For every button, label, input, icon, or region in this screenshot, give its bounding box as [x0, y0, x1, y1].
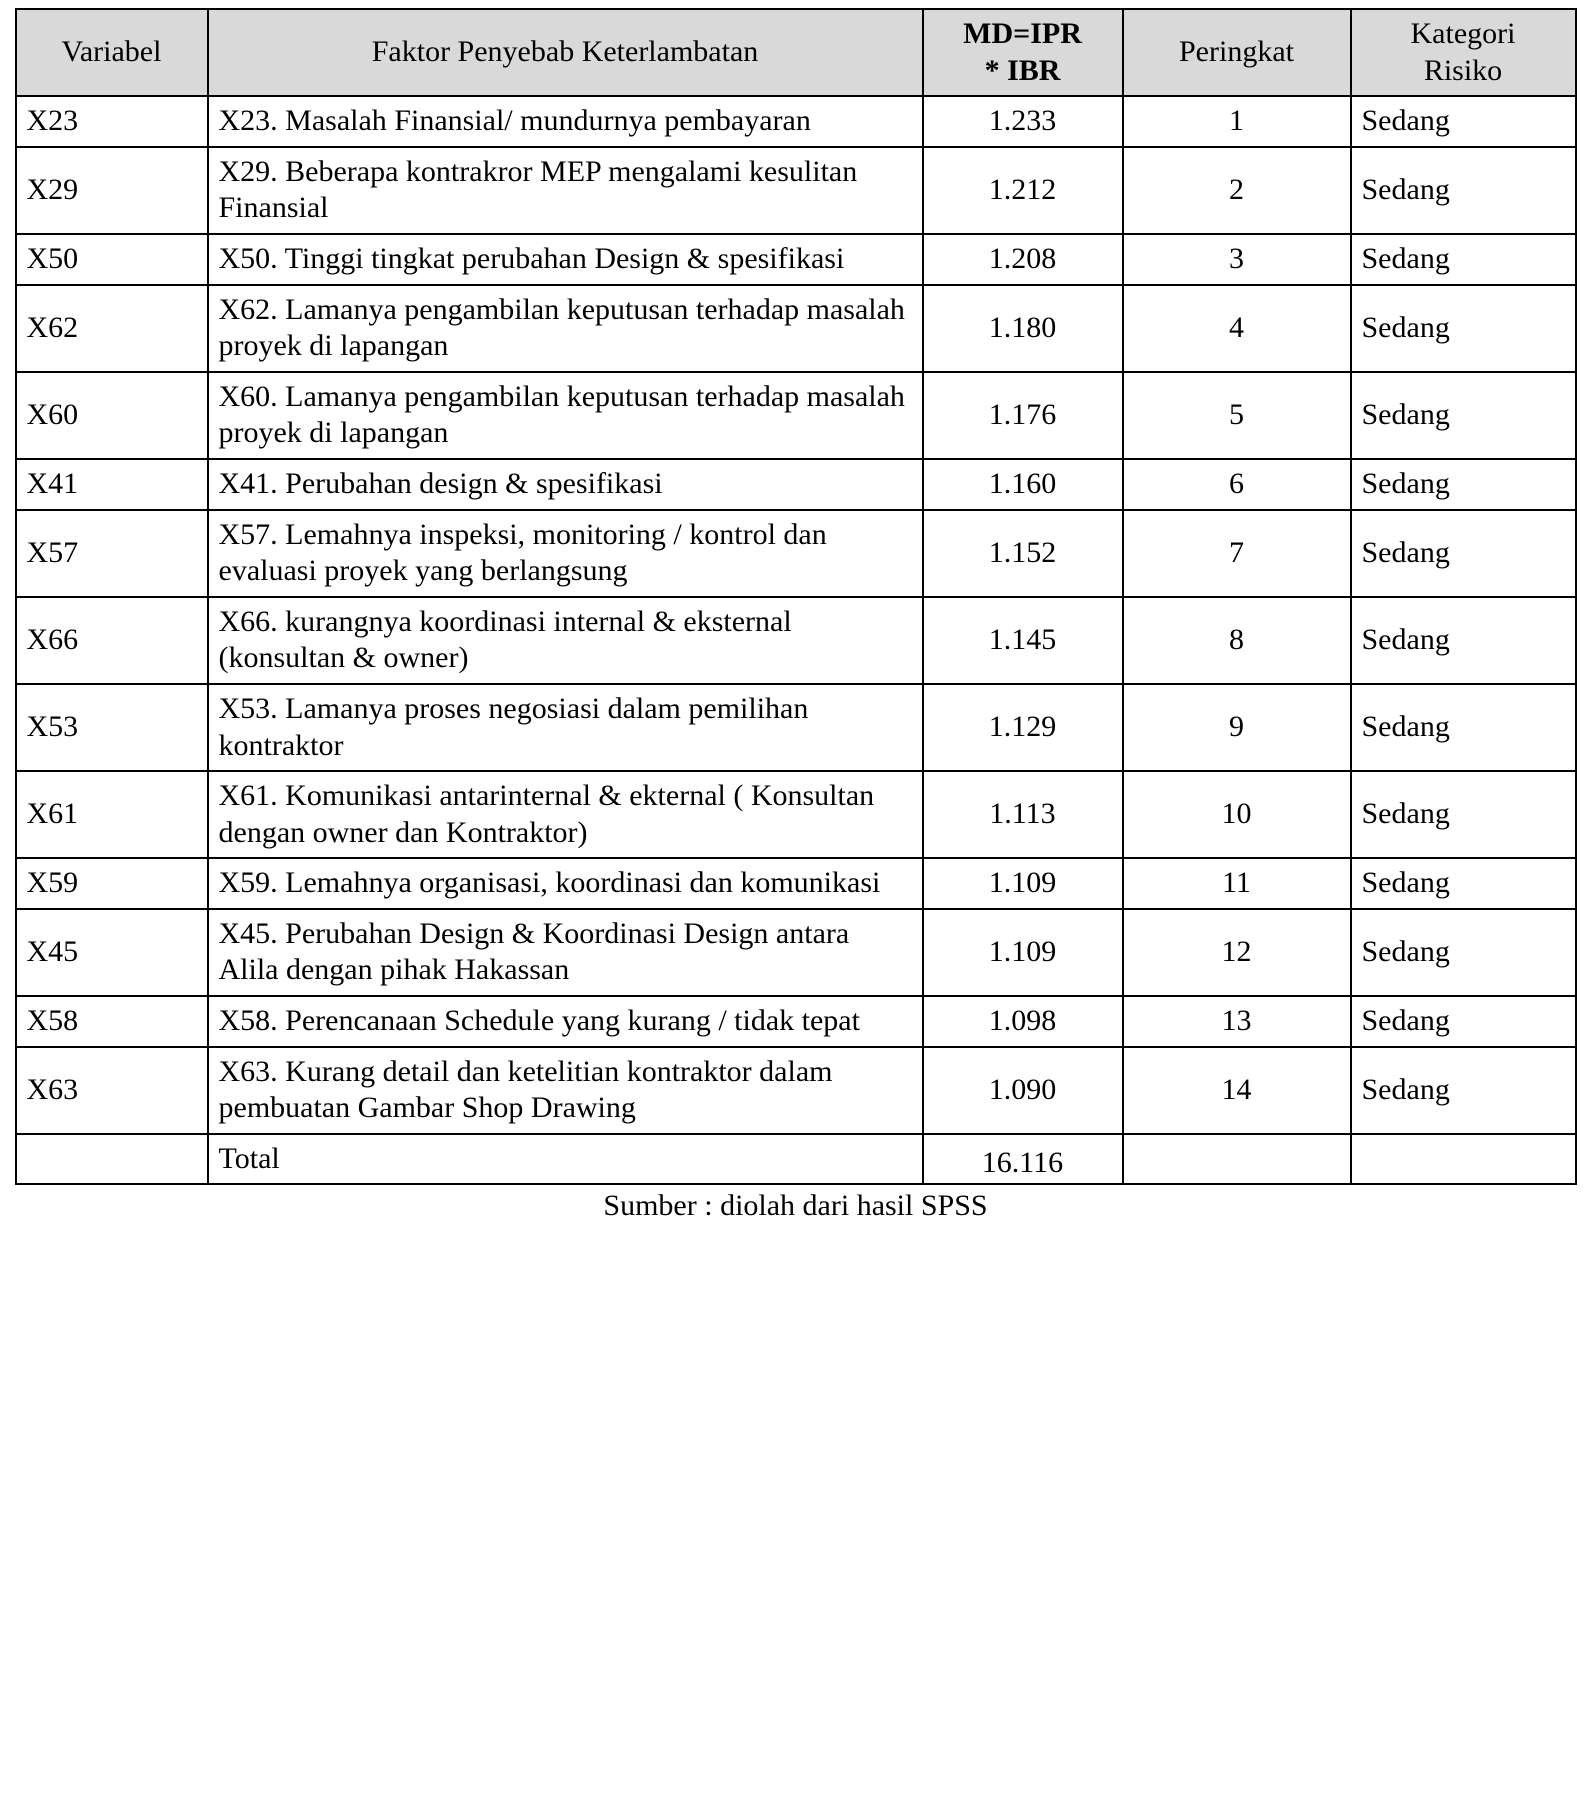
- cell-faktor: X58. Perencanaan Schedule yang kurang / tidak tepat: [208, 996, 923, 1047]
- cell-variabel: X58: [16, 996, 208, 1047]
- cell-kategori: Sedang: [1351, 372, 1576, 459]
- cell-variabel: X41: [16, 459, 208, 510]
- column-header-kategori-line2: Risiko: [1423, 53, 1503, 87]
- cell-peringkat: 7: [1123, 510, 1351, 597]
- table-row: [16, 147, 1576, 234]
- cell-md: 1.109: [923, 858, 1123, 909]
- cell-variabel: X23: [16, 96, 208, 147]
- cell-peringkat: 14: [1123, 1047, 1351, 1134]
- cell-variabel: X50: [16, 234, 208, 285]
- table-row: [16, 909, 1576, 996]
- cell-md: 1.180: [923, 285, 1123, 372]
- cell-kategori: Sedang: [1351, 459, 1576, 510]
- cell-kategori: Sedang: [1351, 147, 1576, 234]
- cell-peringkat: 2: [1123, 147, 1351, 234]
- cell-faktor: X23. Masalah Finansial/ mundurnya pembayaran: [208, 96, 923, 147]
- cell-md: 1.145: [923, 597, 1123, 684]
- cell-faktor: X29. Beberapa kontrakror MEP mengalami kesulitan Finansial: [208, 147, 923, 234]
- cell-md: 1.129: [923, 684, 1123, 771]
- cell-faktor: X61. Komunikasi antarinternal & ekternal ( Konsultan dengan owner dan Kontraktor): [208, 771, 923, 858]
- table-row: [16, 771, 1576, 858]
- cell-peringkat: 1: [1123, 96, 1351, 147]
- table-row: [16, 234, 1576, 285]
- cell-faktor: X63. Kurang detail dan ketelitian kontraktor dalam pembuatan Gambar Shop Drawing: [208, 1047, 923, 1134]
- table-row: [16, 96, 1576, 147]
- cell-peringkat: 12: [1123, 909, 1351, 996]
- column-header-faktor: Faktor Penyebab Keterlambatan: [208, 9, 923, 96]
- cell-peringkat: 5: [1123, 372, 1351, 459]
- table-row: [16, 597, 1576, 684]
- cell-md: 1.090: [923, 1047, 1123, 1134]
- cell-faktor: X45. Perubahan Design & Koordinasi Design antara Alila dengan pihak Hakassan: [208, 909, 923, 996]
- cell-kategori: Sedang: [1351, 996, 1576, 1047]
- cell-kategori: Sedang: [1351, 909, 1576, 996]
- cell-faktor: X59. Lemahnya organisasi, koordinasi dan komunikasi: [208, 858, 923, 909]
- table-source-note: Sumber : diolah dari hasil SPSS: [603, 1189, 988, 1223]
- cell-faktor: X66. kurangnya koordinasi internal & eksternal (konsultan & owner): [208, 597, 923, 684]
- cell-total-label: Total: [208, 1134, 923, 1185]
- cell-md: 1.160: [923, 459, 1123, 510]
- column-header-md-line1: MD=IPR: [963, 17, 1082, 50]
- cell-kategori: Sedang: [1351, 285, 1576, 372]
- cell-variabel: X59: [16, 858, 208, 909]
- cell-kategori: Sedang: [1351, 771, 1576, 858]
- cell-variabel: X62: [16, 285, 208, 372]
- risk-factor-table: [15, 8, 1577, 1185]
- column-header-peringkat: Peringkat: [1123, 9, 1351, 96]
- cell-kategori: Sedang: [1351, 858, 1576, 909]
- header-row: [16, 9, 1576, 96]
- cell-peringkat: 9: [1123, 684, 1351, 771]
- cell-variabel: X53: [16, 684, 208, 771]
- cell-variabel: X60: [16, 372, 208, 459]
- table-row: [16, 684, 1576, 771]
- cell-kategori: Sedang: [1351, 684, 1576, 771]
- cell-faktor: X41. Perubahan design & spesifikasi: [208, 459, 923, 510]
- cell-peringkat: 10: [1123, 771, 1351, 858]
- cell-md: 1.212: [923, 147, 1123, 234]
- cell-peringkat: 13: [1123, 996, 1351, 1047]
- cell-md: 1.233: [923, 96, 1123, 147]
- cell-peringkat: 8: [1123, 597, 1351, 684]
- cell-md: 1.176: [923, 372, 1123, 459]
- table-row: [16, 285, 1576, 372]
- cell-peringkat: 3: [1123, 234, 1351, 285]
- table-row: [16, 459, 1576, 510]
- cell-faktor: X60. Lamanya pengambilan keputusan terhadap masalah proyek di lapangan: [208, 372, 923, 459]
- cell-faktor: X53. Lamanya proses negosiasi dalam pemilihan kontraktor: [208, 684, 923, 771]
- cell-faktor: X62. Lamanya pengambilan keputusan terhadap masalah proyek di lapangan: [208, 285, 923, 372]
- cell-md: 1.109: [923, 909, 1123, 996]
- cell-variabel: X29: [16, 147, 208, 234]
- table-row: [16, 372, 1576, 459]
- table-row: [16, 858, 1576, 909]
- column-header-kategori-line1: Kategori: [1410, 17, 1516, 50]
- cell-md: 1.113: [923, 771, 1123, 858]
- cell-peringkat: 11: [1123, 858, 1351, 909]
- cell-variabel-total: [16, 1134, 208, 1185]
- cell-kategori: Sedang: [1351, 510, 1576, 597]
- cell-kategori: Sedang: [1351, 234, 1576, 285]
- column-header-md: [923, 9, 1123, 96]
- cell-variabel: X61: [16, 771, 208, 858]
- cell-variabel: X66: [16, 597, 208, 684]
- cell-total-peringkat: [1123, 1134, 1351, 1185]
- cell-kategori: Sedang: [1351, 96, 1576, 147]
- table-row: [16, 1047, 1576, 1134]
- column-header-md-line2: * IBR: [984, 53, 1061, 87]
- cell-variabel: X63: [16, 1047, 208, 1134]
- cell-total-md: 16.116: [923, 1134, 1123, 1185]
- cell-peringkat: 4: [1123, 285, 1351, 372]
- table-row: [16, 996, 1576, 1047]
- cell-md: 1.208: [923, 234, 1123, 285]
- column-header-variabel: Variabel: [16, 9, 208, 96]
- cell-faktor: X50. Tinggi tingkat perubahan Design & spesifikasi: [208, 234, 923, 285]
- cell-variabel: X57: [16, 510, 208, 597]
- cell-kategori: Sedang: [1351, 597, 1576, 684]
- cell-faktor: X57. Lemahnya inspeksi, monitoring / kontrol dan evaluasi proyek yang berlangsung: [208, 510, 923, 597]
- column-header-kategori: [1351, 9, 1576, 96]
- cell-md: 1.098: [923, 996, 1123, 1047]
- cell-kategori: Sedang: [1351, 1047, 1576, 1134]
- cell-md: 1.152: [923, 510, 1123, 597]
- table-row: [16, 510, 1576, 597]
- table-body: [16, 96, 1576, 1184]
- cell-peringkat: 6: [1123, 459, 1351, 510]
- table-header: [16, 9, 1576, 96]
- cell-total-kategori: [1351, 1134, 1576, 1185]
- table-total-row: [16, 1134, 1576, 1185]
- cell-variabel: X45: [16, 909, 208, 996]
